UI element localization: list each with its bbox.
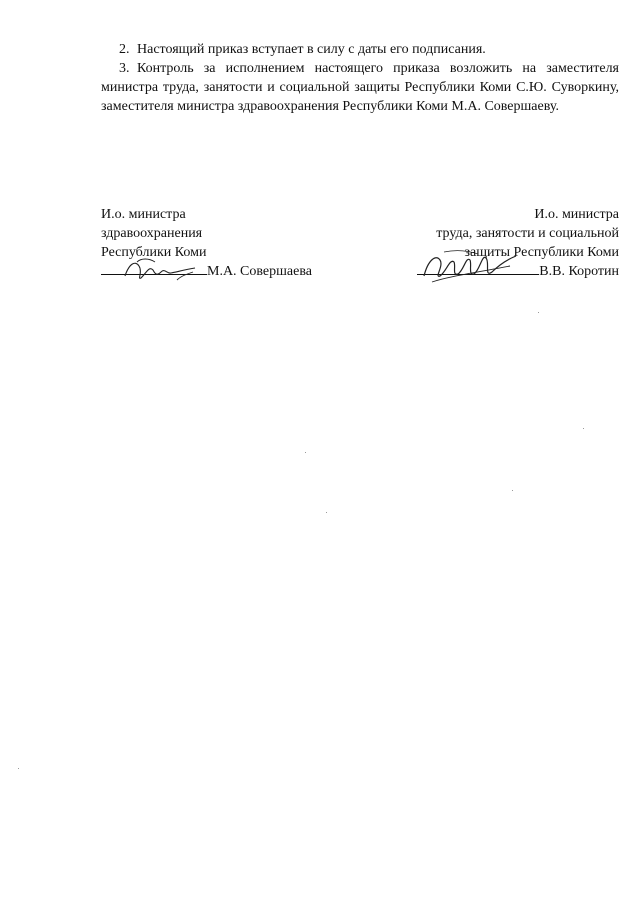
scan-speck [538, 312, 539, 313]
signer-title-line: Республики Коми [101, 245, 207, 260]
signer-name: М.А. Совершаева [207, 264, 312, 279]
scan-speck [305, 452, 306, 453]
signer-title-line: И.о. министра [101, 207, 186, 222]
paragraph-2 [101, 40, 619, 59]
signer-title-line: защиты Республики Коми [464, 245, 619, 260]
paragraph-text: Контроль за исполнением настоящего приказа возложить на заместителя министра труда, занятости и социальной защиты Республики Коми С.Ю. Суворкину, заместителя министра здравоохранения Республики Коми М.А. Совершаеву. [101, 61, 619, 114]
paragraph-text: Настоящий приказ вступает в силу с даты его подписания. [137, 42, 486, 57]
signature-block-left [101, 205, 351, 281]
order-body [101, 40, 619, 116]
signer-title-line: здравоохранения [101, 226, 203, 241]
signer-title-line: И.о. министра [534, 207, 619, 222]
paragraph-3 [101, 59, 619, 116]
scan-speck [326, 512, 327, 513]
signature-line [417, 262, 539, 275]
paragraph-number: 3. [119, 61, 130, 76]
signer-name: В.В. Коротин [539, 264, 619, 279]
scan-speck [18, 768, 19, 769]
signer-title-line: труда, занятости и социальной [436, 226, 619, 241]
paragraph-number: 2. [119, 42, 130, 57]
signature-block-right [370, 205, 619, 281]
scan-speck [512, 490, 513, 491]
scan-speck [583, 428, 584, 429]
signature-line [101, 262, 207, 275]
signature-row [370, 262, 619, 281]
signature-row [101, 262, 351, 281]
